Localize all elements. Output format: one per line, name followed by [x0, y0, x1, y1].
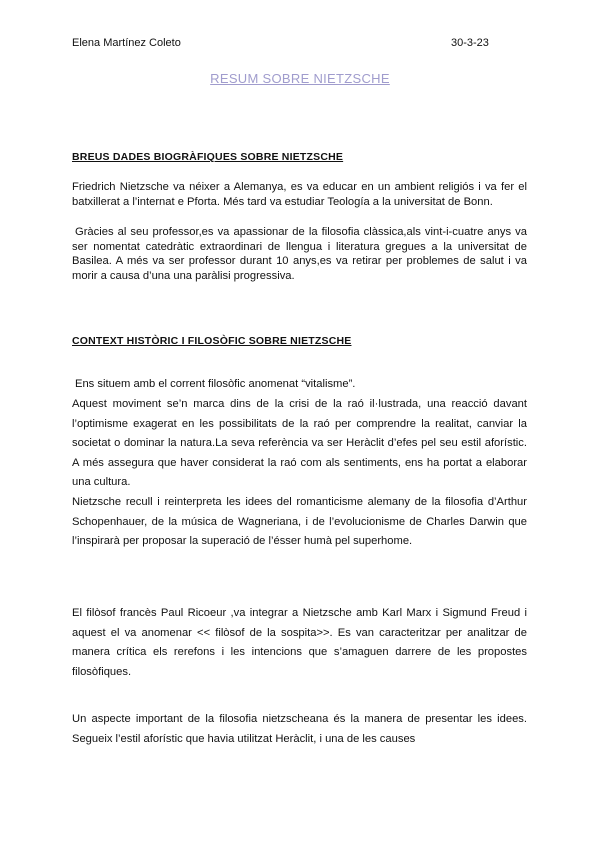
- paragraph: Gràcies al seu professor,es va apassionar de la filosofia clàssica,als vint-i-cuatre anys va ser nomentat catedràtic extraordinari de llengua i literatura gregues a la universitat de Basilea. A més va ser professor durant 10 anys,es va retirar per problemes de salut i va morir a causa d’una una paràlisi progressiva.: [72, 226, 527, 282]
- header-author: Elena Martínez Coleto: [72, 37, 181, 49]
- paragraph: Ens situem amb el corrent filosòfic anomenat “vitalisme”.: [75, 378, 356, 390]
- paragraph: Aquest moviment se’n marca dins de la crisi de la raó il·lustrada, una reacció davant l’optimisme exagerat en les possibilitats de la raó per comprendre la realitat, canviar la societat o dominar la natura.La seva referència va ser Heràclit d’efes pel seu estil aforístic. A més assegura que haver considerat la raó com als sentiments, ens ha portat a elaborar una cultura.: [72, 398, 527, 488]
- paragraph: El filòsof francès Paul Ricoeur ,va integrar a Nietzsche amb Karl Marx i Sigmund Freud i aquest el va anomenar << filòsof de la sospita>>. Es van caracteritzar per analitzar de manera crítica els rerefons i les intencions que s’amaguen darrere de les propostes filosòfiques.: [72, 607, 527, 678]
- section-heading-context: CONTEXT HISTÒRIC I FILOSÒFIC SOBRE NIETZSCHE: [72, 335, 352, 347]
- header-date: 30-3-23: [451, 37, 489, 49]
- section-heading-biography: BREUS DADES BIOGRÀFIQUES SOBRE NIETZSCHE: [72, 151, 344, 163]
- paragraph: Friedrich Nietzsche va néixer a Alemanya, es va educar en un ambient religiós i va fer el batxillerat a l’internat e Pforta. Més tard va estudiar Teología a la universitat de Bonn.: [72, 181, 527, 208]
- paragraph: Nietzsche recull i reinterpreta les idees del romanticisme alemany de la filosofia d’Arthur Schopenhauer, de la música de Wagneriana, i de l’evolucionisme de Charles Darwin que l’inspirarà per proposar la superació de l’ésser humà pel superhome.: [72, 496, 527, 547]
- document-title: RESUM SOBRE NIETZSCHE: [210, 71, 390, 86]
- paragraph: Un aspecte important de la filosofia nietzscheana és la manera de presentar les idees. Segueix l’estil aforístic que havia utilitzat Heràclit, i una de les causes: [72, 713, 527, 745]
